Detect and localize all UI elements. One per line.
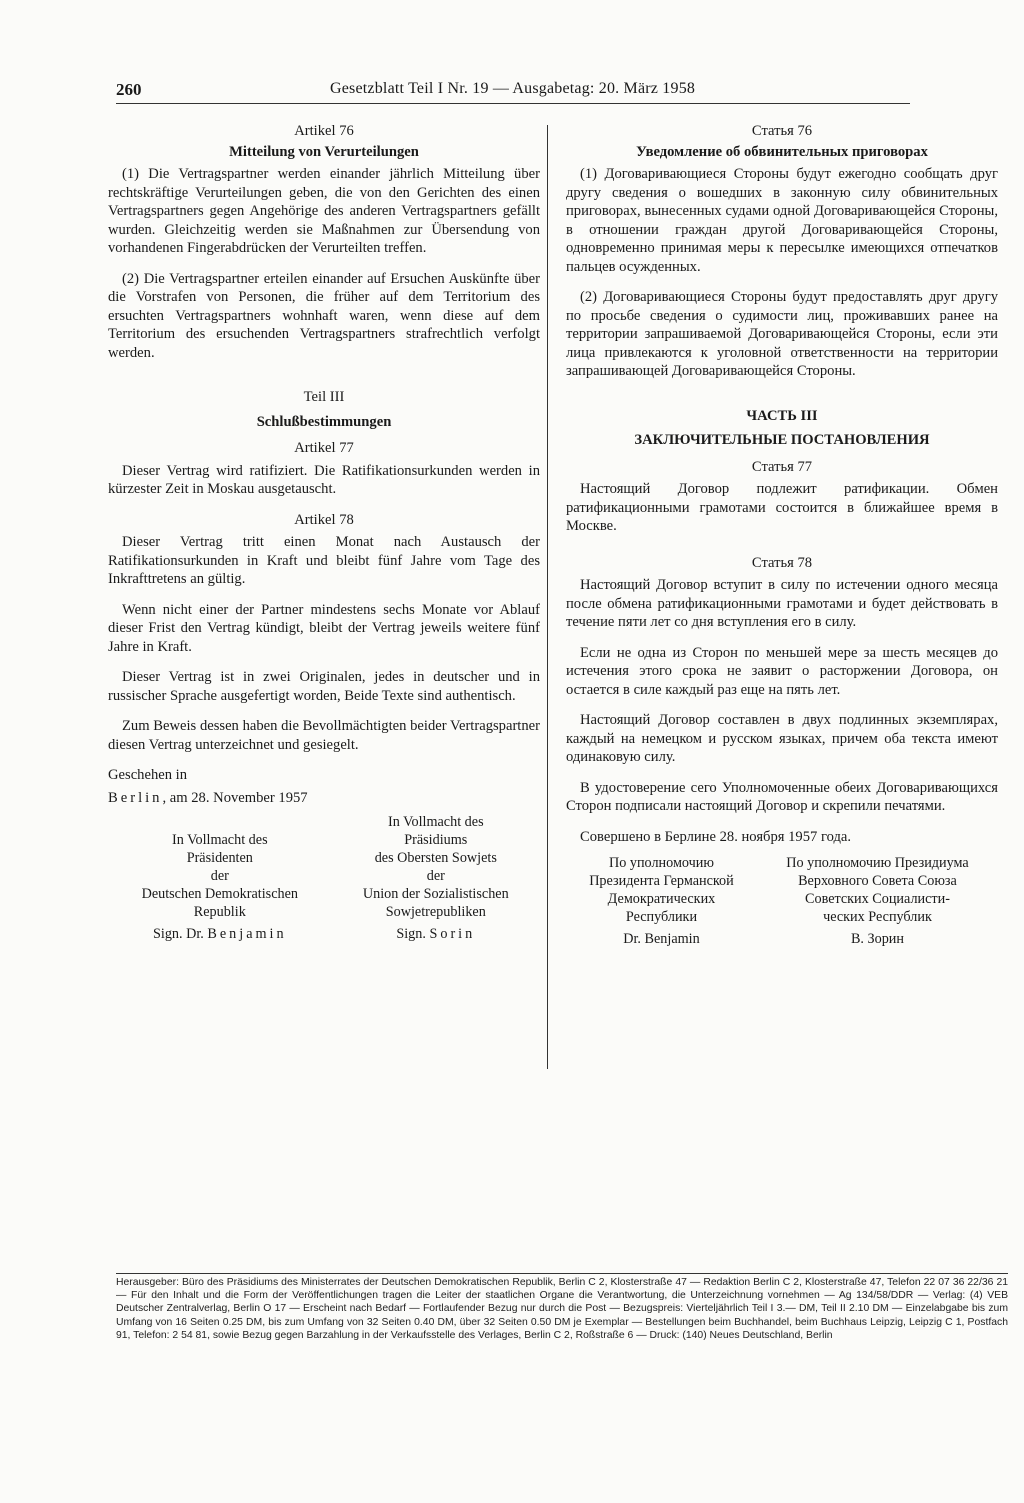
- german-column: [108, 122, 540, 943]
- sig-ussr-line-5: Union der Sozialistischen: [362, 886, 509, 902]
- sig-ussr-line-6: Sowjetrepubliken: [385, 904, 486, 920]
- signature-block-gdr-ru: [566, 854, 757, 948]
- part-3-heading-ru: ЧАСТЬ III: [746, 407, 818, 424]
- sig-ussr-line-1: In Vollmacht des: [387, 814, 484, 830]
- sig-ussr-line-4: der: [426, 868, 445, 884]
- sig-gdr-line-5: Republik: [193, 904, 246, 920]
- article-76-title-ru: Уведомление об обвинительных приговорах: [636, 143, 928, 160]
- sig-gdr-line-2: Präsidenten: [186, 850, 253, 866]
- article-78-paragraph-3-ru: Настоящий Договор составлен в двух подлинных экземплярах, каждый на немецком и русском языках, причем оба текста имеют одинаковую силу.: [566, 712, 998, 765]
- sig-gdr-ru-line-1: По уполномочию: [608, 855, 714, 871]
- sig-ussr-line-3: des Obersten Sowjets: [374, 850, 497, 866]
- sig-ussr-ru-line-2: Верховного Совета Союза: [798, 873, 957, 889]
- sig-gdr-line-1: In Vollmacht des: [171, 832, 268, 848]
- article-76-paragraph-2-de: (2) Die Vertragspartner erteilen einander auf Ersuchen Auskünfte über die Vorstrafen von Personen, die früher auf dem Territorium des ersuchten Vertragspartners wohnhaft waren, wenn diese auf dem Territorium des ersuchenden Vertragspartners strafrechtlich verfolgt werden.: [108, 270, 540, 361]
- signatures-ru: [566, 854, 998, 948]
- sig-gdr-ru-line-2: Президента Германской: [589, 873, 734, 889]
- sig-ussr-signature: [332, 925, 540, 943]
- sig-ussr-name: Sorin: [429, 926, 476, 942]
- article-78-paragraph-4-de: Zum Beweis dessen haben die Bevollmächtigten beider Vertragspartner diesen Vertrag unterzeichnet und gesiegelt.: [108, 718, 540, 753]
- article-76-heading-ru: Статья 76: [751, 123, 813, 139]
- article-78-heading-ru: Статья 78: [751, 554, 813, 571]
- sig-ussr-ru-line-3: Советских Социалисти-: [805, 891, 950, 907]
- footer-rule: [116, 1273, 1008, 1274]
- running-head: Gesetzblatt Teil I Nr. 19 — Ausgabetag: 20. März 1958: [330, 80, 696, 97]
- signature-block-ussr-ru: [757, 854, 998, 948]
- article-77-heading-de: Artikel 77: [294, 440, 354, 456]
- column-divider: [547, 125, 548, 1069]
- article-77-paragraph-de: Dieser Vertrag wird ratifiziert. Die Ratifikationsurkunden werden in kürzester Zeit in Moskau ausgetauscht.: [108, 462, 540, 497]
- page-number: 260: [116, 80, 142, 99]
- header-rule: [116, 103, 910, 104]
- place-date-de: [108, 789, 540, 808]
- russian-column: [566, 122, 998, 948]
- signature-block-gdr-de: [108, 813, 332, 943]
- article-78-heading-de: Artikel 78: [294, 511, 354, 528]
- article-77-paragraph-ru: Настоящий Договор подлежит ратификации. Обмен ратификационными грамотами состоится в ближайшее время в Москве.: [566, 481, 998, 534]
- sig-gdr-line-3: der: [210, 868, 229, 884]
- article-78-paragraph-2-de: Wenn nicht einer der Partner mindestens sechs Monate vor Ablauf dieser Frist den Vertrag kündigt, bleibt der Vertrag jeweils weitere fünf Jahre in Kraft.: [108, 601, 540, 655]
- sig-gdr-name: Benjamin: [207, 926, 287, 942]
- article-76-title-de: Mitteilung von Verurteilungen: [229, 143, 419, 160]
- sig-gdr-ru-line-3: Демократических: [607, 891, 716, 907]
- article-77-heading-ru: Статья 77: [751, 458, 813, 475]
- article-78-paragraph-1-de: Dieser Vertrag tritt einen Monat nach Austausch der Ratifikationsurkunden in Kraft und bleibt fünf Jahre vom Tage des Inkrafttretens an gültig.: [108, 534, 540, 587]
- sig-gdr-ru-signature: Dr. Benjamin: [623, 931, 700, 947]
- article-78-paragraph-1-ru: Настоящий Договор вступит в силу по истечении одного месяца после обмена ратификационными грамотами и будет действовать в течение пяти лет со дня вступления его в силу.: [566, 577, 998, 630]
- sig-ussr-line-2: Präsidiums: [404, 832, 468, 848]
- article-76-paragraph-1-ru: (1) Договаривающиеся Стороны будут ежегодно сообщать друг другу сведения о вошедших в законную силу обвинительных приговорах, вынесенных судами одной Договаривающейся Стороны, в отношении граждан другой Договаривающейся Стороны, одновременно принимая меры к пересылке имеющихся отпечатков пальцев осужденных.: [566, 166, 998, 275]
- sig-gdr-signature: [108, 925, 332, 943]
- signing-date-de: , am 28. November 1957: [162, 789, 308, 806]
- sig-ussr-ru-signature: В. Зорин: [850, 931, 904, 947]
- sig-ussr-ru-line-4: ческих Республик: [823, 909, 932, 925]
- article-76-paragraph-1-de: (1) Die Vertragspartner werden einander jährlich Mitteilung über rechtskräftige Verurteilungen geben, die von den Gerichten des einen Vertragspartners gegen Angehörige des anderen Vertragspartners gefällt wurden. Gleichzeitig werden sie Maßnahmen zur Übersendung von vorhandenen Fingerabdrücken der Verurteilten treffen.: [108, 166, 540, 256]
- article-76-paragraph-2-ru: (2) Договаривающиеся Стороны будут предоставлять друг другу по просьбе сведения о судимости лиц, проживавших ранее на территории запрашиваемой Договаривающейся Стороны, если эти лица привлекаются к уголовной ответственности на территории запрашивающей Договаривающейся Стороны.: [566, 289, 998, 379]
- sig-ussr-prefix: Sign.: [396, 926, 426, 942]
- part-3-heading-de: Teil III: [303, 389, 345, 405]
- sig-gdr-ru-line-4: Республики: [625, 909, 698, 925]
- done-in-de: Geschehen in: [108, 767, 188, 783]
- article-78-paragraph-4-ru: В удостоверение сего Уполномоченные обеих Договаривающихся Сторон подписали настоящий Договор и скрепили печатями.: [566, 779, 998, 814]
- part-3-title-de: Schlußbestimmungen: [256, 413, 392, 430]
- publisher-imprint: Herausgeber: Büro des Präsidiums des Ministerrates der Deutschen Demokratischen Republik, Berlin C 2, Klosterstraße 47 — Redaktion Berlin C 2, Klosterstraße 47, Telefon 22 07 36 22/36 21 — Für den Inhalt und die Form der Veröffentlichungen tragen die Leiter der staatlichen Organe die Verantwortung, die Unterzeichnung vornehmen — Ag 134/58/DDR — Verlag: (4) VEB Deutscher Zentralverlag, Berlin O 17 — Erscheint nach Bedarf — Fortlaufender Bezug nur durch die Post — Bezugspreis: Vierteljährlich Teil I 3.— DM, Teil II 2.10 DM — Einzelabgabe bis zum Umfang von 16 Seiten 0.25 DM, bis zum Umfang von 32 Seiten 0.40 DM, über 32 Seiten 0.50 DM je Exemplar — Bestellungen beim Buchhandel, beim Buchhaus Leipzig, Leipzig C 1, Postfach 91, Telefon: 2 54 81, sowie Bezug gegen Barzahlung in der Verkaufsstelle des Verlages, Berlin C 2, Roßstraße 6 — Druck: (140) Neues Deutschland, Berlin: [116, 1277, 1008, 1341]
- signatures-de: [108, 813, 540, 943]
- sig-ussr-ru-line-1: По уполномочию Президиума: [786, 855, 969, 871]
- done-in-ru: Совершено в Берлине 28. ноября 1957 года.: [580, 828, 852, 845]
- part-3-title-ru: ЗАКЛЮЧИТЕЛЬНЫЕ ПОСТАНОВЛЕНИЯ: [634, 432, 930, 448]
- article-76-heading-de: Artikel 76: [294, 123, 354, 139]
- sig-gdr-prefix: Sign. Dr.: [153, 926, 204, 942]
- sig-gdr-line-4: Deutschen Demokratischen: [141, 886, 298, 902]
- place-berlin: Berlin: [108, 789, 163, 806]
- article-78-paragraph-2-ru: Если не одна из Сторон по меньшей мере за шесть месяцев до истечения этого срока не заявит о расторжении Договора, он остается в силе каждый раз еще на пять лет.: [566, 644, 998, 698]
- article-78-paragraph-3-de: Dieser Vertrag ist in zwei Originalen, jedes in deutscher und in russischer Sprache ausgefertigt worden, Beide Texte sind authentisch.: [108, 669, 540, 704]
- signature-block-ussr-de: [332, 813, 540, 943]
